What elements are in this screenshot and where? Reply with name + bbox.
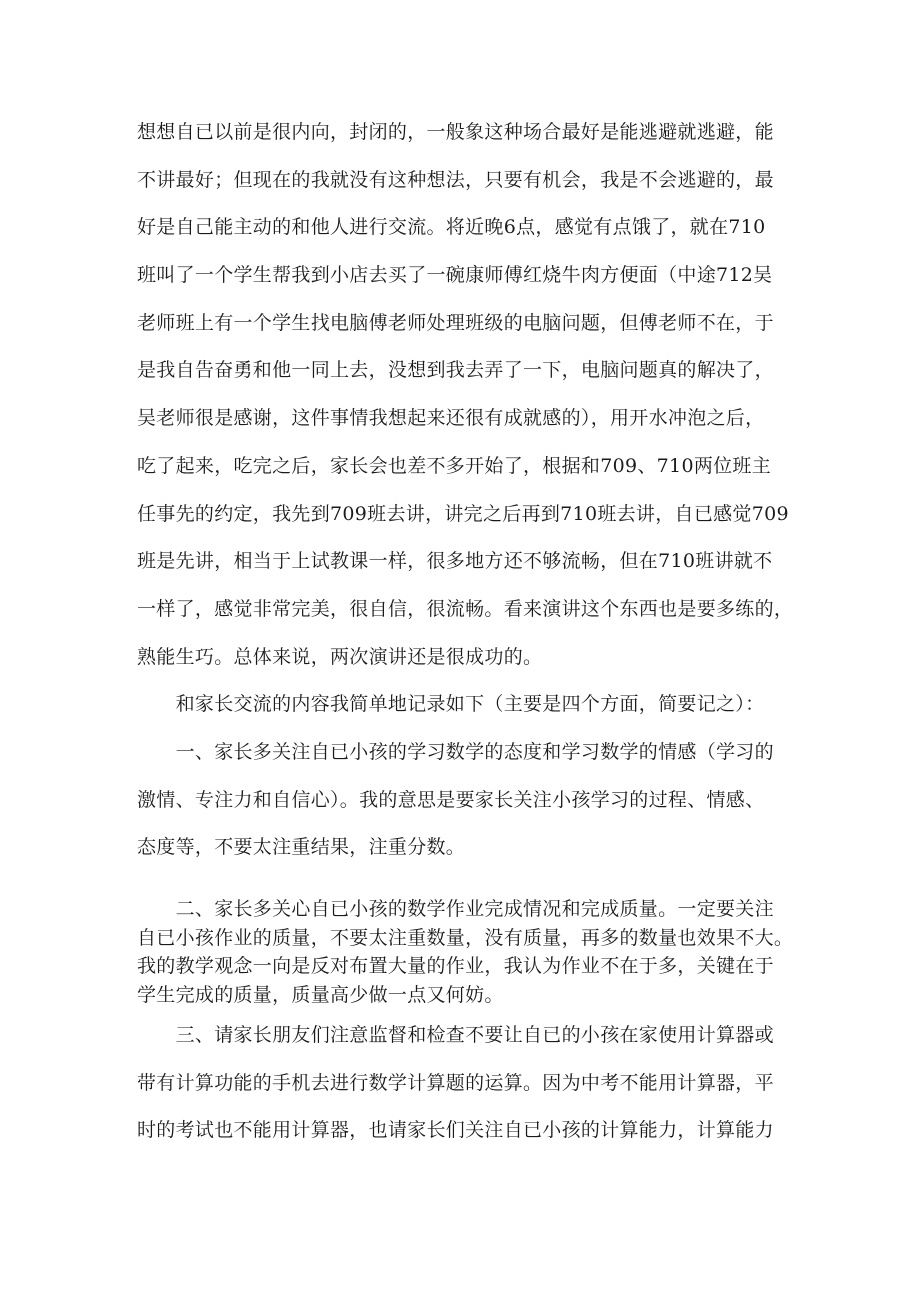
- text-line: 带有计算功能的手机去进行数学计算题的运算。因为中考不能用计算器，平: [137, 1071, 774, 1094]
- text-line: 学生完成的质量，质量高少做一点又何妨。: [137, 983, 504, 1006]
- text-line: 和家长交流的内容我简单地记录如下（主要是四个方面，简要记之）：: [137, 693, 765, 716]
- text-line: 自已小孩作业的质量，不要太注重数量，没有质量，再多的数量也效果不大。: [137, 926, 794, 949]
- text-line: 任事先的约定，我先到709班去讲，讲完之后再到710班去讲，自已感觉709: [137, 502, 789, 525]
- text-line: 班是先讲，相当于上试教课一样，很多地方还不够流畅，但在710班讲就不: [137, 550, 773, 573]
- text-line: 时的考试也不能用计算器，也请家长们关注自已小孩的计算能力，计算能力: [137, 1119, 774, 1142]
- text-line: 老师班上有一个学生找电脑傅老师处理班级的电脑问题，但傅老师不在，于: [137, 311, 774, 334]
- text-line: 三、请家长朋友们注意监督和检查不要让自已的小孩在家使用计算器或: [137, 1024, 774, 1046]
- text-line: 二、家长多关心自已小孩的数学作业完成情况和完成质量。一定要关注: [137, 898, 774, 920]
- text-line: 吴老师很是感谢，这件事情我想起来还很有成就感的），用开水冲泡之后，: [137, 407, 765, 430]
- text-line: 一、家长多关注自已小孩的学习数学的态度和学习数学的情感（学习的: [137, 740, 774, 763]
- paragraph-main: [137, 109, 819, 872]
- text-line: 吃了起来，吃完之后，家长会也差不多开始了，根据和709、710两位班主: [137, 454, 772, 477]
- text-line: 是我自告奋勇和他一同上去，没想到我去弄了一下，电脑问题真的解决了，: [137, 359, 774, 382]
- paragraph-point-three: [137, 1012, 819, 1155]
- text-line: 想想自已以前是很内向，封闭的，一般象这种场合最好是能逃避就逃避，能: [137, 121, 774, 143]
- text-line: 好是自己能主动的和他人进行交流。将近晚6点，感觉有点饿了，就在710: [137, 216, 766, 239]
- text-line: 激情、专注力和自信心）。我的意思是要家长关注小孩学习的过程、情感、: [137, 788, 765, 811]
- text-line: 熟能生巧。总体来说，两次演讲还是很成功的。: [137, 645, 543, 668]
- text-line: 我的教学观念一向是反对布置大量的作业，我认为作业不在于多，关键在于: [137, 955, 774, 977]
- paragraph-point-two: [137, 895, 819, 1009]
- text-line: 班叫了一个学生帮我到小店去买了一碗康师傅红烧牛肉方便面（中途712吴: [137, 264, 773, 287]
- text-line: 一样了，感觉非常完美，很自信，很流畅。看来演讲这个东西也是要多练的，: [137, 597, 794, 620]
- text-line: 态度等，不要太注重结果，注重分数。: [137, 836, 466, 859]
- text-line: 不讲最好；但现在的我就没有这种想法，只要有机会，我是不会逃避的，最: [137, 168, 774, 191]
